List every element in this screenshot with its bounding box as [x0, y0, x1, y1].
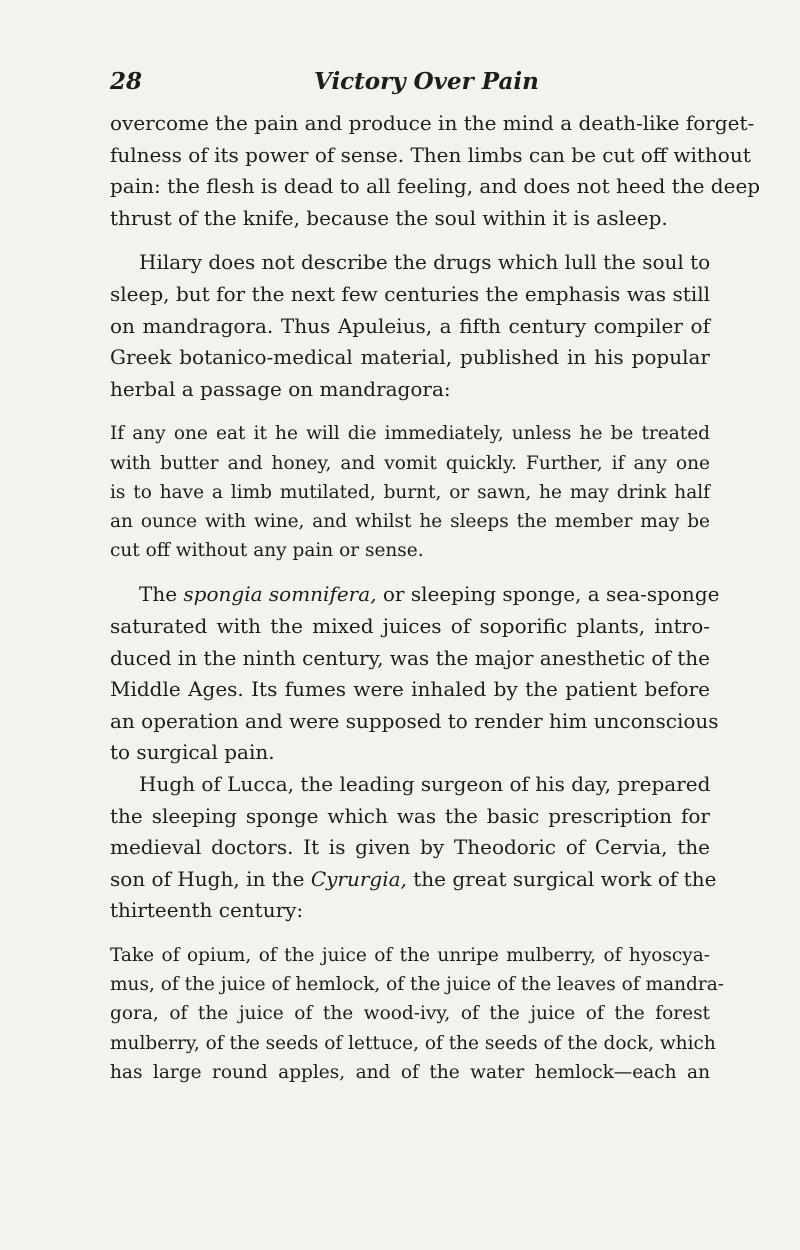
text-line: is to have a limb mutilated, burnt, or sawn, he may drink half	[110, 481, 710, 503]
italic-title: Cyrurgia,	[310, 866, 407, 891]
text-line	[110, 579, 720, 611]
text-line	[110, 864, 717, 896]
text-line: saturated with the mixed juices of soporific plants, intro-	[110, 613, 710, 638]
text-run: the great surgical work of the	[406, 866, 717, 891]
text-line: pain: the flesh is dead to all feeling, and does not heed the deep	[110, 174, 761, 199]
text-line: mus, of the juice of hemlock, of the juice of the leaves of mandra-	[110, 974, 725, 996]
text-line: an operation and were supposed to render him unconscious	[110, 708, 719, 733]
text-run: son of Hugh, in the	[110, 866, 311, 891]
text-run: or sleeping sponge, a sea-sponge	[376, 582, 720, 607]
text-line: Hugh of Lucca, the leading surgeon of his day, prepared	[139, 771, 711, 796]
text-line: Greek botanico-medical material, published in his popular	[110, 345, 710, 370]
running-title: Victory Over Pain	[314, 68, 539, 95]
text-line: to surgical pain.	[110, 740, 275, 765]
text-line: has large round apples, and of the water hemlock—each an	[110, 1061, 710, 1083]
text-line: sleep, but for the next few centuries the emphasis was still	[110, 281, 710, 306]
text-line: Take of opium, of the juice of the unripe mulberry, of hyoscya-	[110, 944, 710, 966]
paragraph-4	[110, 769, 717, 927]
text-line: overcome the pain and produce in the mind a death-like forget-	[110, 111, 755, 135]
text-line: thirteenth century:	[110, 898, 304, 923]
text-line: herbal a passage on mandragora:	[110, 376, 451, 401]
text-line: Hilary does not describe the drugs which lull the soul to	[139, 250, 711, 275]
text-line: with butter and honey, and vomit quickly. Further, if any one	[110, 452, 710, 474]
block-quote-apuleius	[110, 419, 710, 565]
text-line: gora, of the juice of the wood-ivy, of the juice of the forest	[110, 1003, 710, 1025]
paragraph-3	[110, 579, 720, 769]
paragraph-2	[110, 247, 710, 405]
text-run: The	[139, 582, 184, 607]
paragraph-1	[110, 108, 761, 234]
page-number: 28	[110, 68, 143, 95]
text-line: medieval doctors. It is given by Theodoric of Cervia, the	[110, 835, 710, 860]
text-line: fulness of its power of sense. Then limbs can be cut off without	[110, 142, 751, 167]
text-line: cut off without any pain or sense.	[110, 540, 424, 562]
text-line: an ounce with wine, and whilst he sleeps the member may be	[110, 510, 710, 532]
text-line: duced in the ninth century, was the major anesthetic of the	[110, 645, 710, 670]
text-line: the sleeping sponge which was the basic prescription for	[110, 803, 710, 828]
text-line: Middle Ages. Its fumes were inhaled by the patient before	[110, 677, 710, 702]
block-quote-theodoric	[110, 941, 725, 1087]
book-page	[110, 62, 761, 1087]
running-head	[110, 62, 710, 102]
italic-term: spongia somnifera,	[183, 582, 377, 607]
text-line: on mandragora. Thus Apuleius, a fifth century compiler of	[110, 313, 710, 338]
text-line: mulberry, of the seeds of lettuce, of the seeds of the dock, which	[110, 1032, 716, 1054]
text-line: thrust of the knife, because the soul within it is asleep.	[110, 205, 668, 230]
text-line: If any one eat it he will die immediately, unless he be treated	[110, 423, 710, 445]
